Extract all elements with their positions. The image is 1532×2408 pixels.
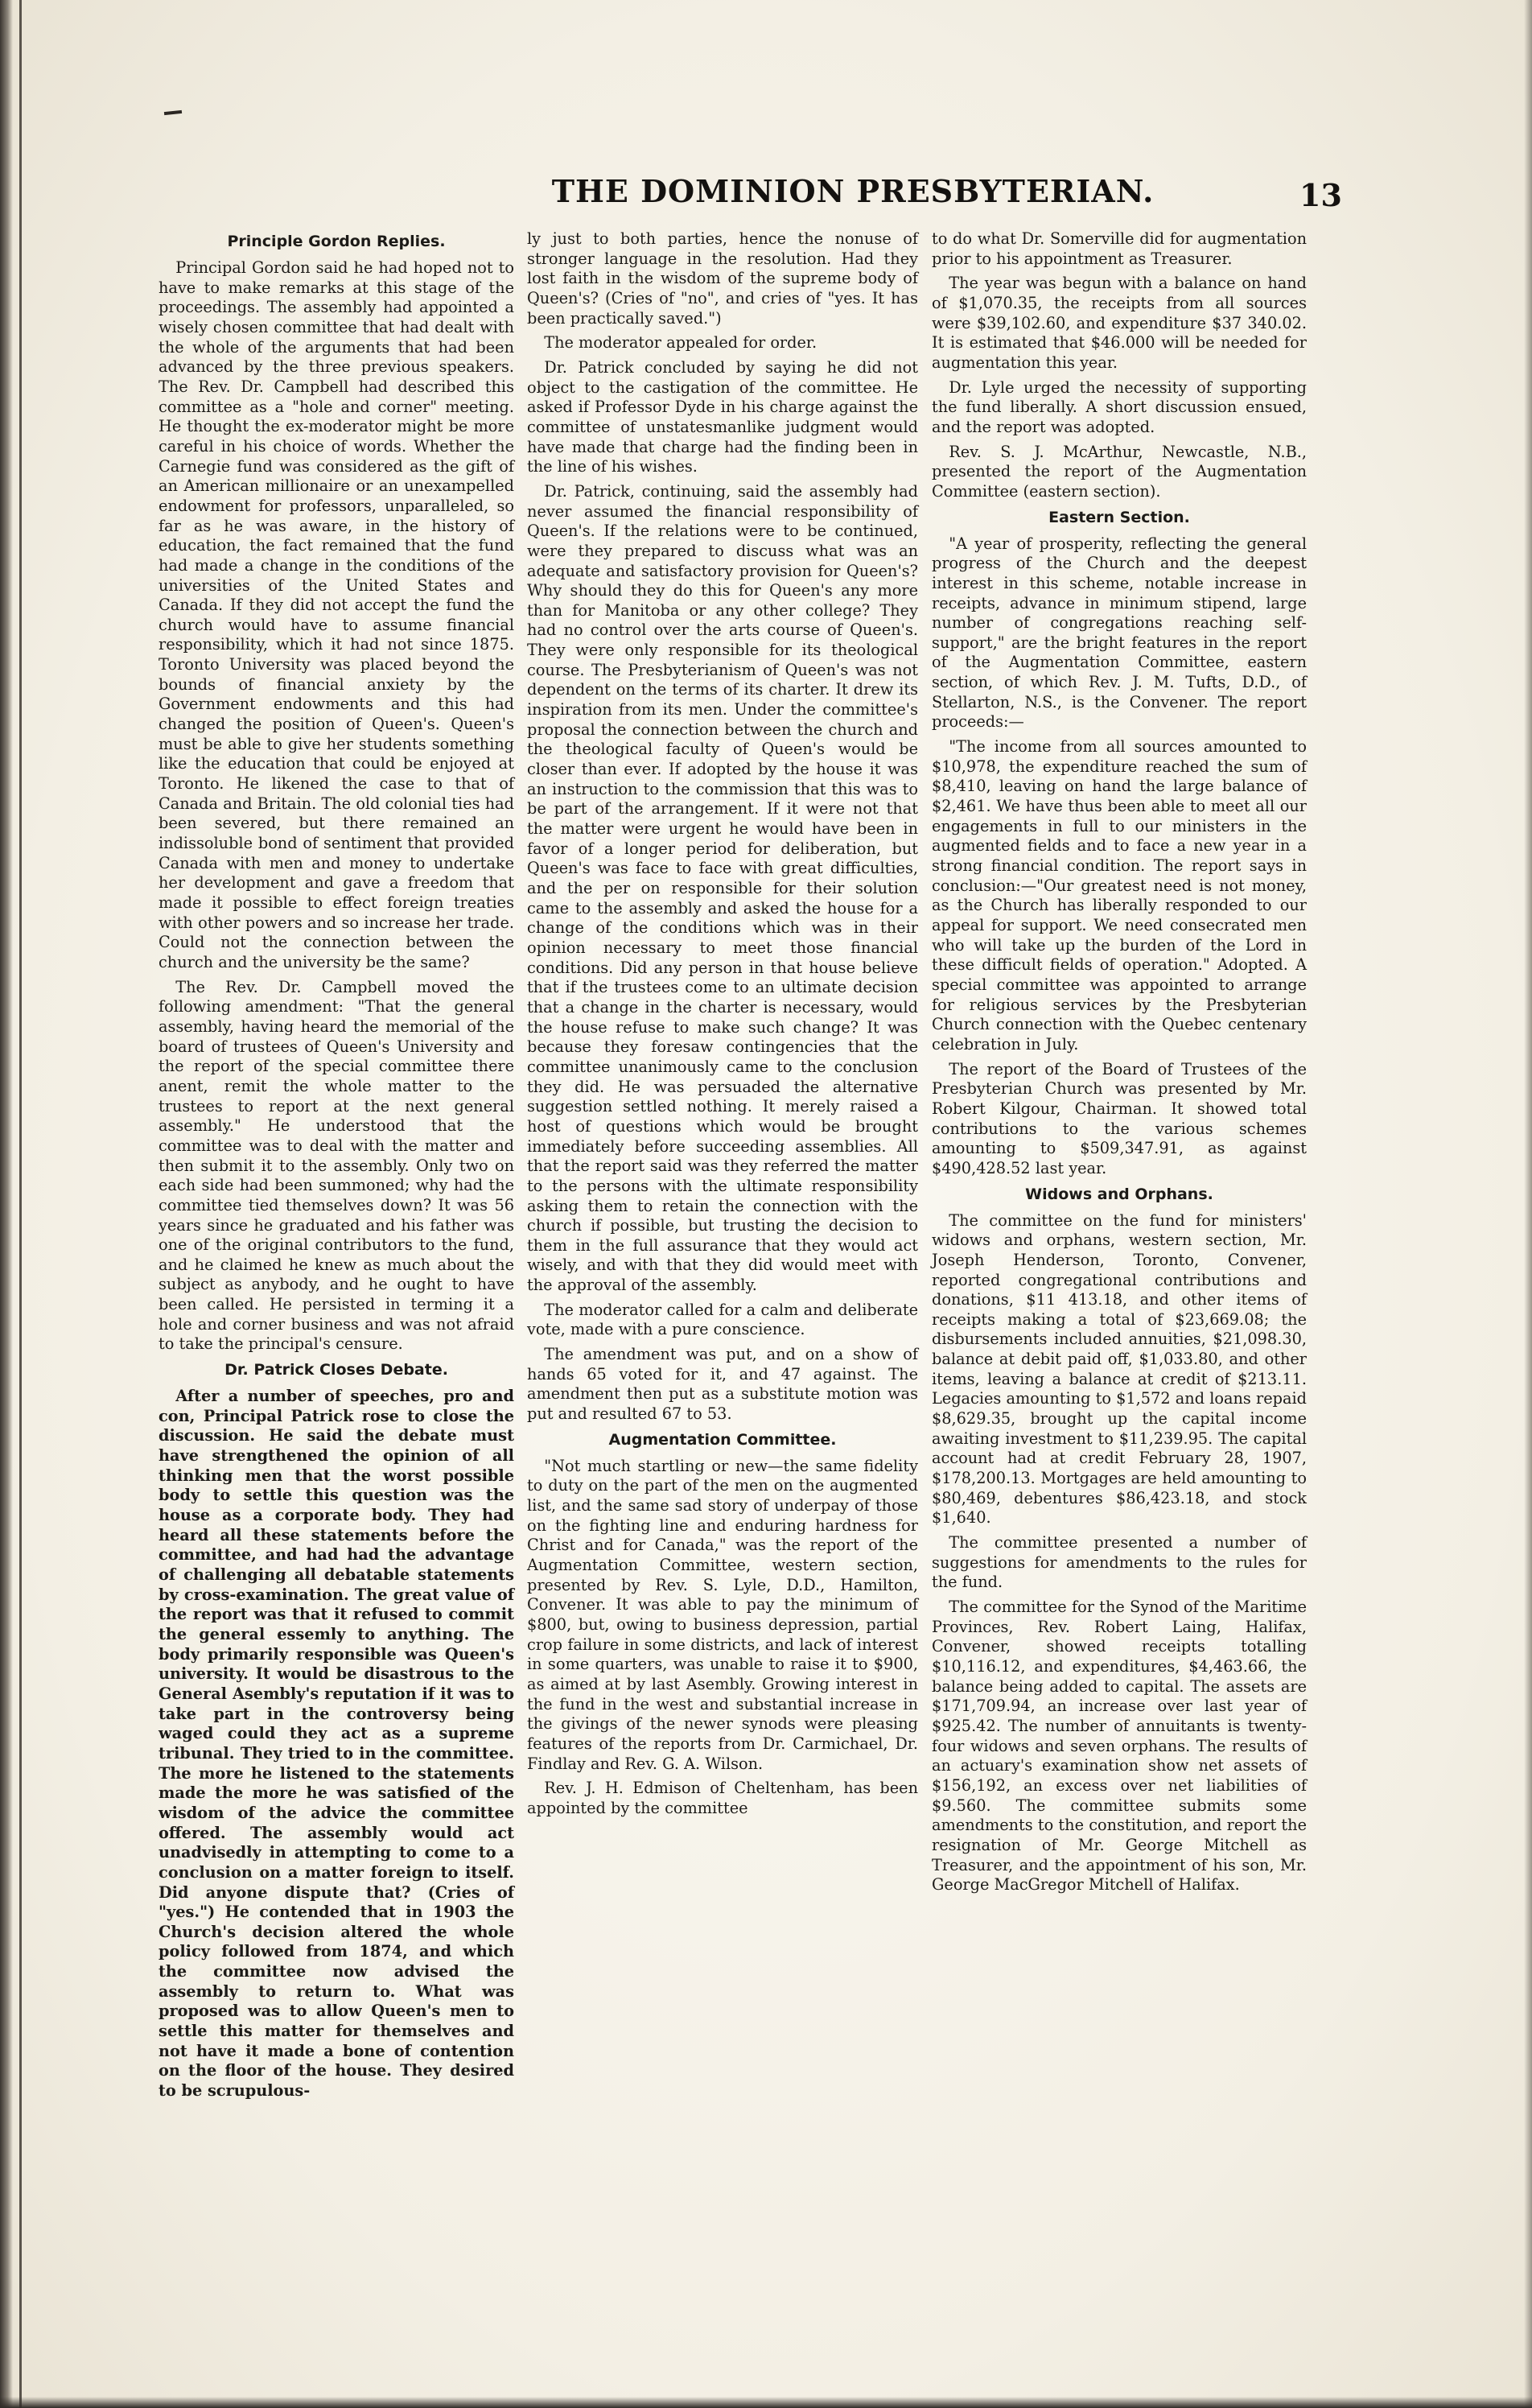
paragraph: "Not much startling or new—the same fidelity to duty on the part of the men on the augmented list, and the same sad story of underpay of those on the fighting line and enduring hardness for Christ and for Canada," was the report of the Augmentation Committee, western section, presented by Rev. S. Lyle, D.D., Hamilton, Convener. It was able to pay the minimum of $800, but, owing to business depression, partial crop failure in some districts, and lack of interest in some quarters, was unable to raise it to $900, as aimed at by last Asembly. Growing interest in the fund in the west and substantial increase in the givings of the newer synods were pleasing features of the reports from Dr. Carmichael, Dr. Findlay and Rev. G. A. Wilson.: [527, 1456, 918, 1773]
section-heading-augmentation-committee: Augmentation Committee.: [608, 1430, 837, 1449]
paragraph: "A year of prosperity, reflecting the general progress of the Church and the deepest interest in this scheme, notable increase in receipts, advance in minimum stipend, large number of congregations reaching self-support," are the bright features in the report of the Augmentation Committee, eastern section, of which Rev. J. M. Tufts, D.D., of Stellarton, N.S., is the Convener. The report proceeds:—: [932, 534, 1307, 732]
page-binding-shadow: [0, 0, 13, 2408]
page-binding-rule: [19, 0, 22, 2408]
paragraph: The moderator appealed for order.: [544, 333, 817, 353]
paragraph: The committee on the fund for ministers' widows and orphans, western section, Mr. Joseph Henderson, Toronto, Convener, reported congregational contributions and donations, $11 413.18, and other items of receipts making a total of $23,669.08; the disbursements included annuities, $21,098.30, balance at debit paid off, $1,033.80, and other items, leaving a balance at credit of $213.11. Legacies amounting to $1,572 and loans repaid $8,629.35, brought up the capital income awaiting investment to $11,239.95. The capital account had at credit February 28, 1907, $178,200.13. Mortgages are held amounting to $80,469, debentures $86,423.18, and stock $1,640.: [932, 1210, 1307, 1528]
paragraph: "The income from all sources amounted to $10,978, the expenditure reached the sum of $8,410, leaving on hand the large balance of $2,461. We have thus been able to meet all our engagements in full to our ministers in the augmented fields and to face a new year in a strong financial condition. The report says in conclusion:—"Our greatest need is not money, as the Church has liberally responded to our appeal for support. We need consecrated men who will take up the burden of the Lord in these difficult fields of operation." Adopted. A special committee was appointed to arrange for religious services by the Presbyterian Church connection with the Quebec centenary celebration in July.: [932, 737, 1307, 1054]
paragraph: Dr. Patrick, continuing, said the assembly had never assumed the financial responsibility of Queen's. If the relations were to be continued, were they prepared to discuss what was an adequate and satisfactory provision for Queen's? Why should they do this for Queen's any more than for Manitoba or any other college? They had no control over the arts course of Queen's. They were only responsible for its theological course. The Presbyterianism of Queen's was not dependent on the terms of its charter. It drew its inspiration from its men. Under the committee's proposal the connection between the church and the theological faculty of Queen's would be closer than ever. If adopted by the house it was an instruction to the commission that this was to be part of the arrangement. If it were not that the matter were urgent he would have been in favor of a longer period for deliberation, but Queen's was face to face with great difficulties, and the per on responsible for their solution came to the assembly and asked the house for a change of the conditions which was in their opinion necessary to meet those financial conditions. Did any person in that house believe that if the trustees come to an ultimate decision that a change in the charter is necessary, would the house refuse to make such change? It was because they foresaw contingencies that the committee unanimously came to the conclusion they did. He was persuaded the alternative suggestion settled nothing. It merely raised a host of questions which would be brought immediately before succeeding assemblies. All that the report said was they referred the matter to the persons with the ultimate responsibility asking them to retain the connection with the church if possible, but trusting the decision to them in the full assurance that they would act wisely, and with that they did would meet with the approval of the assembly.: [527, 481, 918, 1295]
paragraph: ly just to both parties, hence the nonuse of stronger language in the resolution. Had they lost faith in the wisdom of the supreme body of Queen's? (Cries of "no", and cries of "yes. It has been practically saved."): [527, 229, 918, 328]
paragraph: Rev. S. J. McArthur, Newcastle, N.B., presented the report of the Augmentation Committee (eastern section).: [932, 442, 1307, 501]
paragraph: The committee presented a number of suggestions for amendments to the rules for the fund.: [932, 1533, 1307, 1592]
paragraph: to do what Dr. Somerville did for augmentation prior to his appointment as Treasurer.: [932, 229, 1307, 268]
paragraph: The Rev. Dr. Campbell moved the following amendment: "That the general assembly, having heard the memorial of the board of trustees of Queen's University and the report of the special committee there anent, remit the whole matter to the trustees to report at the next general assembly." He understood that the committee was to deal with the matter and then submit it to the assembly. Only two on each side had been summoned; why had the committee tied themselves down? It was 56 years since he graduated and his father was one of the original contributors to the fund, and he claimed he knew as much about the subject as anybody, and he ought to have been called. He persisted in terming it a hole and corner business and was not afraid to take the principal's censure.: [159, 977, 514, 1354]
section-heading-principal-gordon-replies: Principle Gordon Replies.: [227, 233, 446, 250]
paragraph: The moderator called for a calm and deliberate vote, made with a pure conscience.: [527, 1300, 918, 1339]
column-3: [932, 229, 1307, 1895]
paragraph: The committee for the Synod of the Maritime Provinces, Rev. Robert Laing, Halifax, Convener, showed receipts totalling $10,116.12, and expenditures, $4,463.66, the balance being added to capital. The assets are $171,709.94, an increase over last year of $925.42. The number of annuitants is twenty-four widows and seven orphans. The results of an actuary's examination show net assets of $156,192, an excess over net liabilities of $9.560. The committee submits some amendments to the constitution, and report the resignation of Mr. George Mitchell as Treasurer, and the appointment of his son, Mr. George MacGregor Mitchell of Halifax.: [932, 1598, 1307, 1895]
page-number: 13: [1299, 177, 1342, 213]
paragraph: Dr. Lyle urged the necessity of supporting the fund liberally. A short discussion ensued, and the report was adopted.: [932, 377, 1307, 436]
ink-mark: [164, 110, 182, 115]
page-right-edge: [1524, 0, 1532, 2408]
paragraph: Principal Gordon said he had hoped not to have to make remarks at this stage of the proceedings. The assembly had appointed a wisely chosen committee that had dealt with the whole of the arguments that had been advanced by the three previous speakers. The Rev. Dr. Campbell had described this committee as a "hole and corner" meeting. He thought the ex-moderator might be more careful in his choice of words. Whether the Carnegie fund was considered as the gift of an American millionaire or an unexampelled endowment for professors, unparalleled, so far as he was aware, in the history of education, the fact remained that the fund had made a change in the conditions of the universities of the United States and Canada. If they did not accept the fund the church would have to assume financial responsibility, which it had not since 1875. Toronto University was placed beyond the bounds of financial anxiety by the Government endowments and this had changed the position of Queen's. Queen's must be able to give her students something like the education that could be enjoyed at Toronto. He likened the case to that of Canada and Britain. The old colonial ties had been severed, but there remained an indissoluble bond of sentiment that provided Canada with men and money to undertake her development and gave a freedom that made it possible to effect foreign treaties with other powers and so increase her trade. Could not the connection between the church and the university be the same?: [159, 258, 514, 971]
paragraph: The report of the Board of Trustees of the Presbyterian Church was presented by Mr. Robert Kilgour, Chairman. It showed total contributions to the various schemes amounting to $509,347.91, as against $490,428.52 last year.: [932, 1059, 1307, 1177]
paragraph: The amendment was put, and on a show of hands 65 voted for it, and 47 against. The amendment then put as a substitute motion was put and resulted 67 to 53.: [527, 1345, 918, 1424]
paragraph: The year was begun with a balance on hand of $1,070.35, the receipts from all sources were $39,102.60, and expenditure $37 340.02. It is estimated that $46.000 will be needed for augmentation this year.: [932, 274, 1307, 372]
paragraph: Dr. Patrick concluded by saying he did not object to the castigation of the committee. He asked if Professor Dyde in his charge against the committee of unstatesmanlike judgment would have made that charge had the finding been in the line of his wishes.: [527, 357, 918, 476]
paragraph: After a number of speeches, pro and con, Principal Patrick rose to close the discussion. He said the debate must have strengthened the opinion of all thinking men that the worst possible body to settle this question was the house as a corporate body. They had heard all these statements before the committee, and had had the advantage of challenging all debatable statements by cross-examination. The great value of the report was that it refused to commit the general essemly to anything. The body primarily responsible was Queen's university. It would be disastrous to the General Asembly's reputation if it was to take part in the controversy being waged could they act as a supreme tribunal. They tried to in the committee. The more he listened to the statements made the more he was satisfied of the wisdom of the advice the committee offered. The assembly would act unadvisedly in attempting to come to a conclusion on a matter foreign to itself. Did anyone dispute that? (Cries of "yes.") He contended that in 1903 the Church's decision altered the whole policy followed from 1874, and which the committee now advised the assembly to return to. What was proposed was to allow Queen's men to settle this matter for themselves and not have it made a bone of contention on the floor of the house. They desired to be scrupulous-: [159, 1387, 514, 2101]
column-2: [527, 229, 918, 2258]
column-1: [159, 229, 514, 2346]
section-heading-dr-patrick-closes-debate: Dr. Patrick Closes Debate.: [224, 1361, 448, 1379]
section-heading-widows-and-orphans: Widows and Orphans.: [1025, 1185, 1213, 1203]
masthead-title: THE DOMINION PRESBYTERIAN.: [551, 173, 1155, 209]
section-heading-eastern-section: Eastern Section.: [1048, 508, 1190, 526]
page-bottom-edge: [0, 2397, 1532, 2408]
paragraph: Rev. J. H. Edmison of Cheltenham, has been appointed by the committee: [527, 1779, 918, 1817]
